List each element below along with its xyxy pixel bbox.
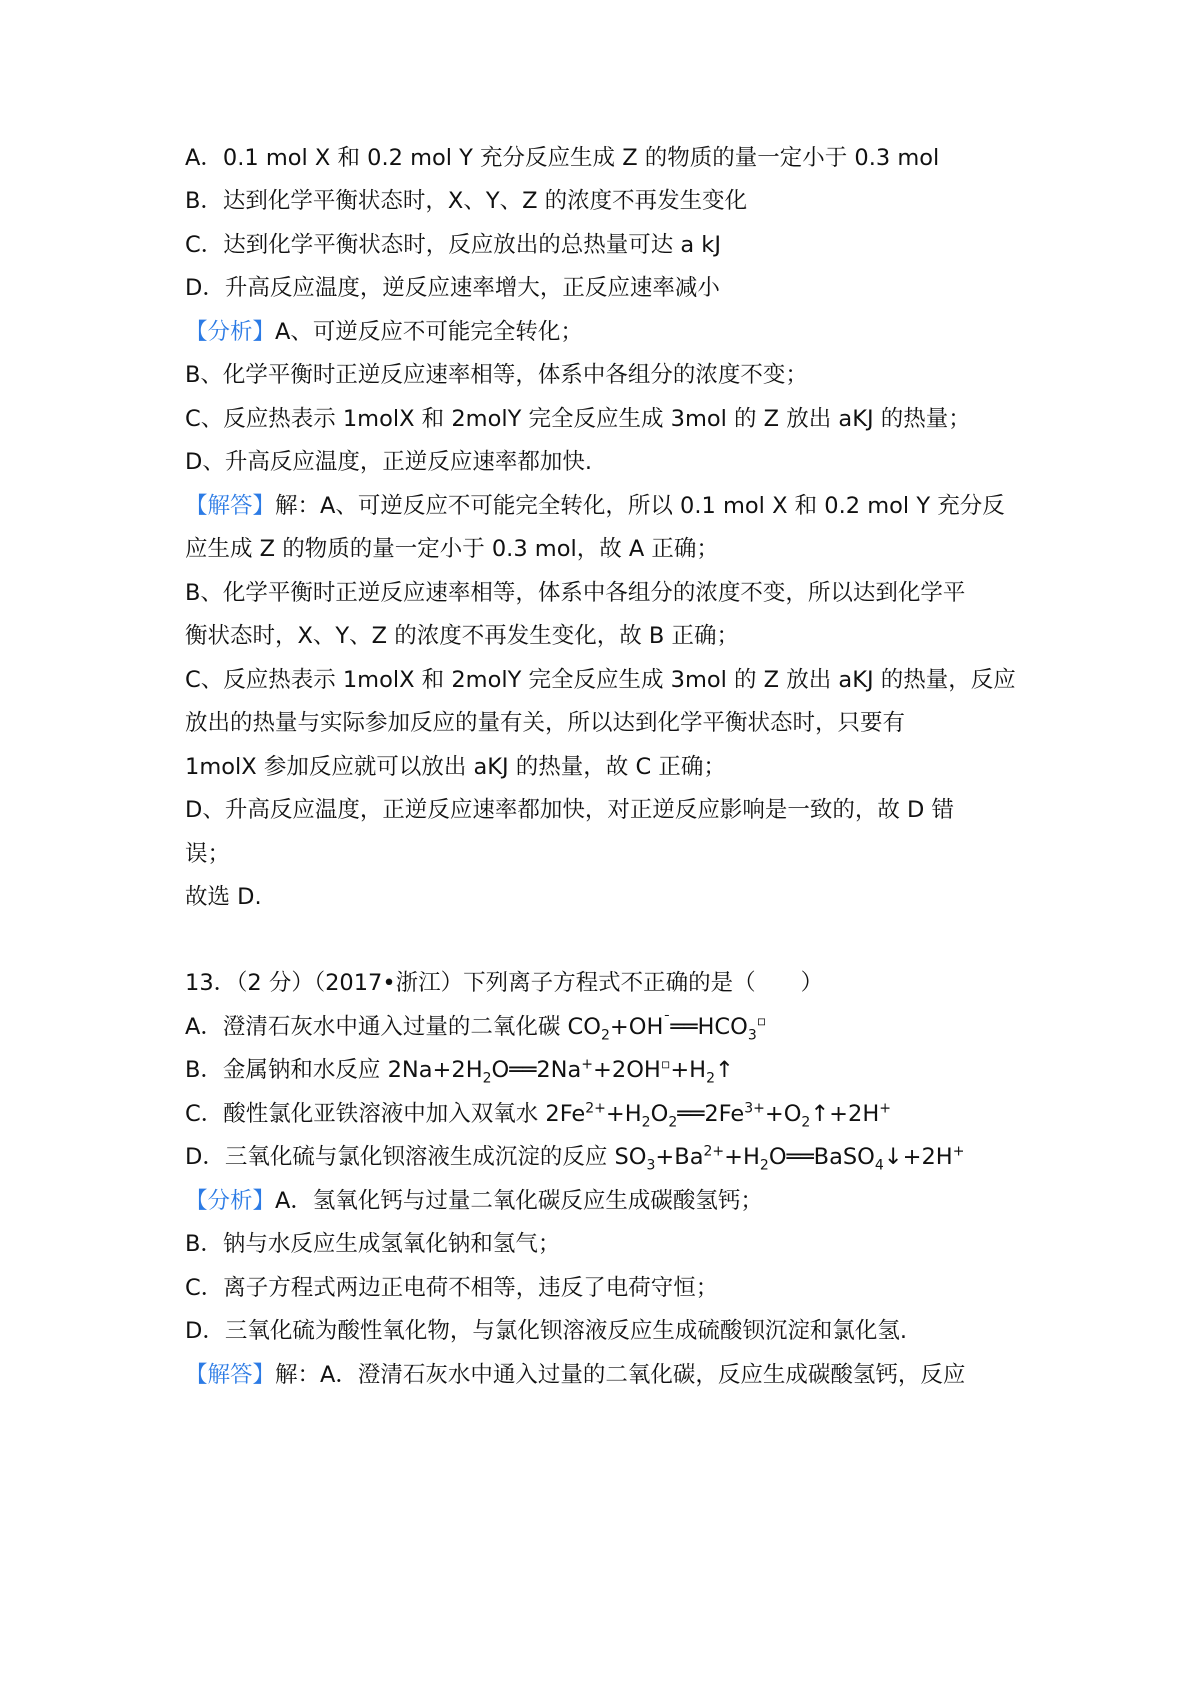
q12-solution-line: D、升高反应温度，正逆反应速率都加快，对正逆反应影响是一致的，故 D 错 [185, 797, 954, 823]
q13-analysis-line: B．钠与水反应生成氢氧化钠和氢气； [185, 1231, 561, 1257]
equation-b: $2Na+2H_2O══2Na^++2OH^▫+H_2↑$ [387, 1056, 734, 1087]
solution-tag: 【解答】 [185, 1362, 276, 1388]
q12-analysis-line: C、反应热表示 1molX 和 2molY 完全反应生成 3mol 的 Z 放出 aKJ 的热量； [185, 406, 971, 432]
q12-solution-line: 应生成 Z 的物质的量一定小于 0.3 mol，故 A 正确； [185, 536, 719, 562]
q13-option-d: D．三氧化硫与氯化钡溶液生成沉淀的反应 $SO_3+Ba^{2+}+H_2O══BaSO_4↓+2H^+$ [185, 1143, 965, 1174]
q12-solution-line [185, 489, 1035, 523]
q12-solution-line: C、反应热表示 1molX 和 2molY 完全反应生成 3mol 的 Z 放出 aKJ 的热量，反应 [185, 667, 1016, 693]
q12-solution-line: 放出的热量与实际参加反应的量有关，所以达到化学平衡状态时，只要有 [185, 710, 906, 736]
q13-analysis-line [185, 1184, 1035, 1218]
solution-tag: 【解答】 [185, 493, 276, 519]
equation-c: $2Fe^{2+}+H_2O_2══2Fe^{3+}+O_2↑+2H^+$ [545, 1100, 892, 1131]
analysis-tag: 【分析】 [185, 319, 276, 345]
q13-option-a: A．澄清石灰水中通入过量的二氧化碳 $CO_2+OH^¯══HCO_3^▫$ [185, 1013, 767, 1044]
analysis-tag: 【分析】 [185, 1188, 276, 1214]
q13-option-b: B．金属钠和水反应 $2Na+2H_2O══2Na^++2OH^▫+H_2↑$ [185, 1056, 734, 1087]
q13-analysis-line: C．离子方程式两边正电荷不相等，违反了电荷守恒； [185, 1275, 719, 1301]
q12-analysis-line: B、化学平衡时正逆反应速率相等，体系中各组分的浓度不变； [185, 362, 808, 388]
solution-text: 解：A、可逆反应不可能完全转化，所以 0.1 mol X 和 0.2 mol Y 充分反 [275, 493, 1005, 519]
analysis-text: A、可逆反应不可能完全转化； [275, 319, 583, 345]
q12-option-d: D．升高反应温度，逆反应速率增大，正反应速率减小 [185, 275, 720, 301]
q12-analysis-line: D、升高反应温度，正逆反应速率都加快. [185, 449, 592, 475]
q13-option-c: C．酸性氯化亚铁溶液中加入双氧水 $2Fe^{2+}+H_2O_2══2Fe^{3+}+O_2↑+2H^+$ [185, 1100, 892, 1131]
analysis-text: A．氢氧化钙与过量二氧化碳反应生成碳酸氢钙； [275, 1188, 763, 1214]
q12-option-b: B．达到化学平衡状态时，X、Y、Z 的浓度不再发生变化 [185, 188, 748, 214]
q13-solution-line [185, 1358, 1035, 1392]
solution-text: 解：A．澄清石灰水中通入过量的二氧化碳，反应生成碳酸氢钙，反应 [275, 1362, 966, 1388]
q13-analysis-line: D．三氧化硫为酸性氧化物，与氯化钡溶液反应生成硫酸钡沉淀和氯化氢. [185, 1318, 907, 1344]
q12-solution-line: 衡状态时，X、Y、Z 的浓度不再发生变化，故 B 正确； [185, 623, 739, 649]
q12-solution-line: B、化学平衡时正逆反应速率相等，体系中各组分的浓度不变，所以达到化学平 [185, 580, 966, 606]
q12-solution-line: 误； [185, 841, 231, 867]
q12-option-a: A．0.1 mol X 和 0.2 mol Y 充分反应生成 Z 的物质的量一定小于 0.3 mol [185, 145, 940, 171]
q12-solution-line: 故选 D. [185, 884, 262, 910]
q12-option-c: C．达到化学平衡状态时，反应放出的总热量可达 a kJ [185, 232, 721, 258]
equation-d: $SO_3+Ba^{2+}+H_2O══BaSO_4↓+2H^+$ [614, 1143, 965, 1174]
q12-solution-line: 1molX 参加反应就可以放出 aKJ 的热量，故 C 正确； [185, 754, 726, 780]
q13-title: 13．（2 分）（2017•浙江）下列离子方程式不正确的是（ ） [185, 970, 824, 996]
equation-a: $CO_2+OH^¯══HCO_3^▫$ [567, 1013, 767, 1044]
q12-analysis-line [185, 315, 1035, 349]
